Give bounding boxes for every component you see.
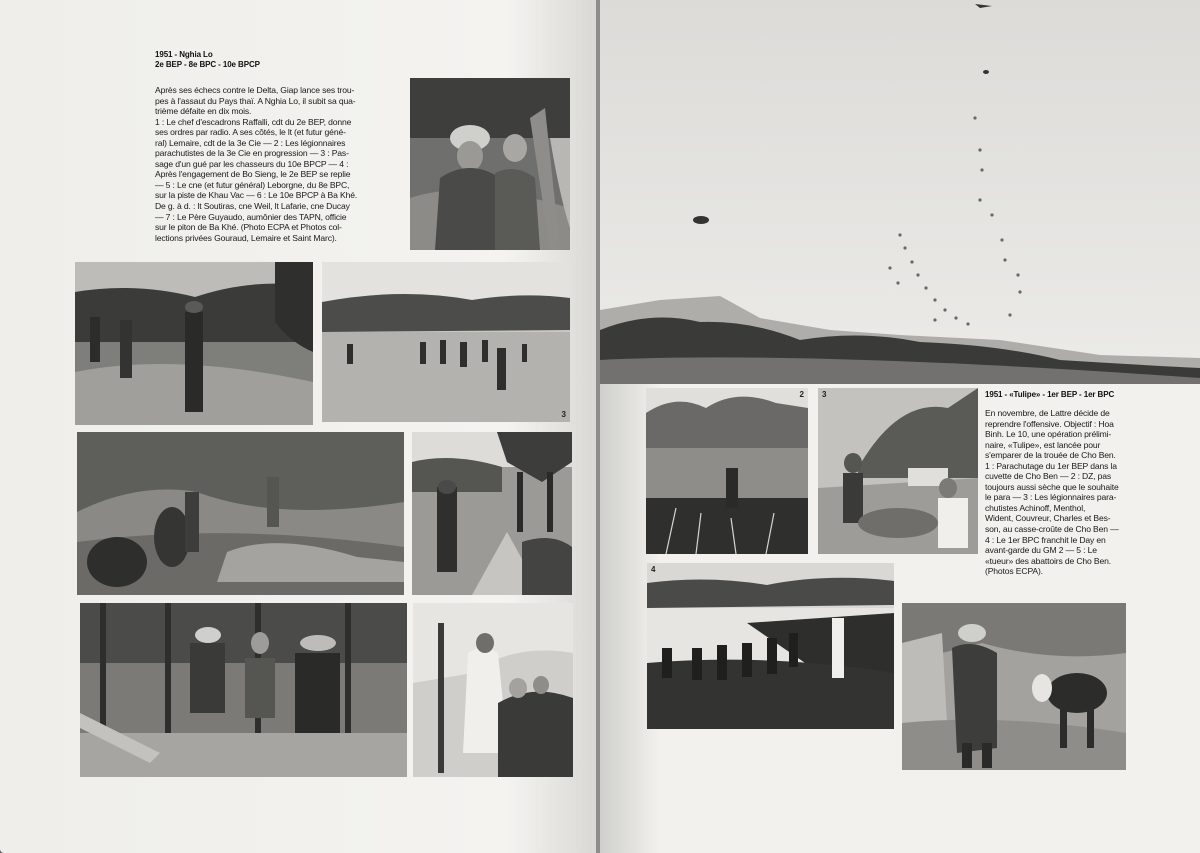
caption-line: avant-garde du GM 2 — 5 : Le — [985, 545, 1097, 556]
caption-line: trième défaite en dix mois. — [155, 106, 252, 117]
photo-4-jungle-stream — [77, 432, 404, 595]
caption-line: s'emparer de la trouée de Cho Ben. — [985, 450, 1116, 461]
photo-number-3-right: 3 — [822, 390, 827, 399]
caption-line: Binh. Le 10, une opération prélimi- — [985, 429, 1112, 440]
caption-line: sur le piton de Ba Khé. (Photo ECPA et Photos col- — [155, 222, 342, 233]
photo-1-officers-radio — [410, 78, 570, 250]
caption-line: Après ses échecs contre le Delta, Giap lance ses trou- — [155, 85, 355, 95]
photo-2-drop-zone — [646, 388, 808, 554]
photo-6-officers-ba-khe — [80, 603, 407, 777]
right-heading: 1951 - «Tulipe» - 1er BEP - 1er BPC — [985, 390, 1115, 399]
caption-line: chutistes Achinoff, Menthol, — [985, 502, 1086, 513]
left-heading — [155, 50, 260, 70]
left-heading-line2: 2e BEP - 8e BPC - 10e BPCP — [155, 60, 260, 69]
caption-line: le para — 3 : Les légionnaires para- — [985, 492, 1117, 503]
caption-line: naire, «Tulipe», est lancée pour — [985, 439, 1101, 450]
caption-line: parachutistes de la 3e Cie en progression — 3 : Pas- — [155, 148, 349, 159]
caption-line: toujours aussi sèche que le souhaite — [985, 481, 1119, 492]
caption-line: cuvette de Cho Ben — 2 : DZ, pas — [985, 471, 1112, 482]
photo-7-chaplain — [413, 603, 573, 777]
caption-line: Wident, Couvreur, Charles et Bes- — [985, 513, 1111, 524]
caption-line: De g. à d. : lt Soutiras, cne Weil, lt Lafarie, cne Ducay — [155, 201, 350, 212]
caption-line: Après l'engagement de Bo Sieng, le 2e BEP se replie — [155, 169, 351, 180]
caption-line: — 5 : Le cne (et futur général) Leborgne, du 8e BPC, — [155, 179, 350, 190]
photo-1-parachute-drop — [600, 0, 1200, 384]
caption-line: 4 : Le 1er BPC franchit le Day en — [985, 534, 1106, 545]
right-page — [600, 0, 1200, 853]
photo-4-crossing-day — [647, 563, 894, 729]
caption-line: son, au casse-croûte de Cho Ben — — [985, 524, 1119, 535]
caption-line: lections privées Gouraud, Lemaire et Saint Marc). — [155, 232, 337, 243]
caption-line: ral) Lemaire, cdt de la 3e Cie — 2 : Les légionnaires — [155, 137, 346, 148]
left-heading-line1: 1951 - Nghia Lo — [155, 50, 213, 59]
caption-line: pes à l'assaut du Pays thaï. A Nghia Lo, il subit sa qua- — [155, 95, 356, 106]
left-caption — [155, 85, 405, 243]
photo-3-ford-crossing — [322, 262, 570, 422]
caption-line: sur la piste de Khau Vac — 6 : Le 10e BPCP à Ba Khé. — [155, 190, 358, 201]
caption-line: sage d'un gué par les chasseurs du 10e BPCP — 4 : — [155, 158, 349, 169]
photo-number-4: 4 — [651, 565, 656, 574]
caption-line: — 7 : Le Père Guyaudo, aumônier des TAPN, officie — [155, 211, 347, 222]
right-caption — [985, 408, 1197, 577]
caption-line: (Photos ECPA). — [985, 566, 1043, 577]
caption-line: 1 : Parachutage du 1er BEP dans la — [985, 460, 1117, 471]
photo-5-buffalo — [902, 603, 1126, 770]
photo-2-legionnaires — [75, 262, 313, 425]
caption-line: En novembre, de Lattre décide de — [985, 408, 1110, 418]
photo-5-captain-trail — [412, 432, 572, 595]
photo-3-casse-croute — [818, 388, 978, 554]
caption-line: ses ordres par radio. A ses côtés, le lt (et futur géné- — [155, 127, 346, 138]
caption-line: 1 : Le chef d'escadrons Raffalli, cdt du 2e BEP, donne — [155, 116, 352, 127]
caption-line: reprendre l'offensive. Objectif : Hoa — [985, 418, 1114, 429]
left-page — [0, 0, 598, 853]
caption-line: «tueur» des abattoirs de Cho Ben. — [985, 555, 1111, 566]
photo-number-2: 2 — [799, 390, 804, 399]
photo-number-3: 3 — [561, 410, 566, 419]
